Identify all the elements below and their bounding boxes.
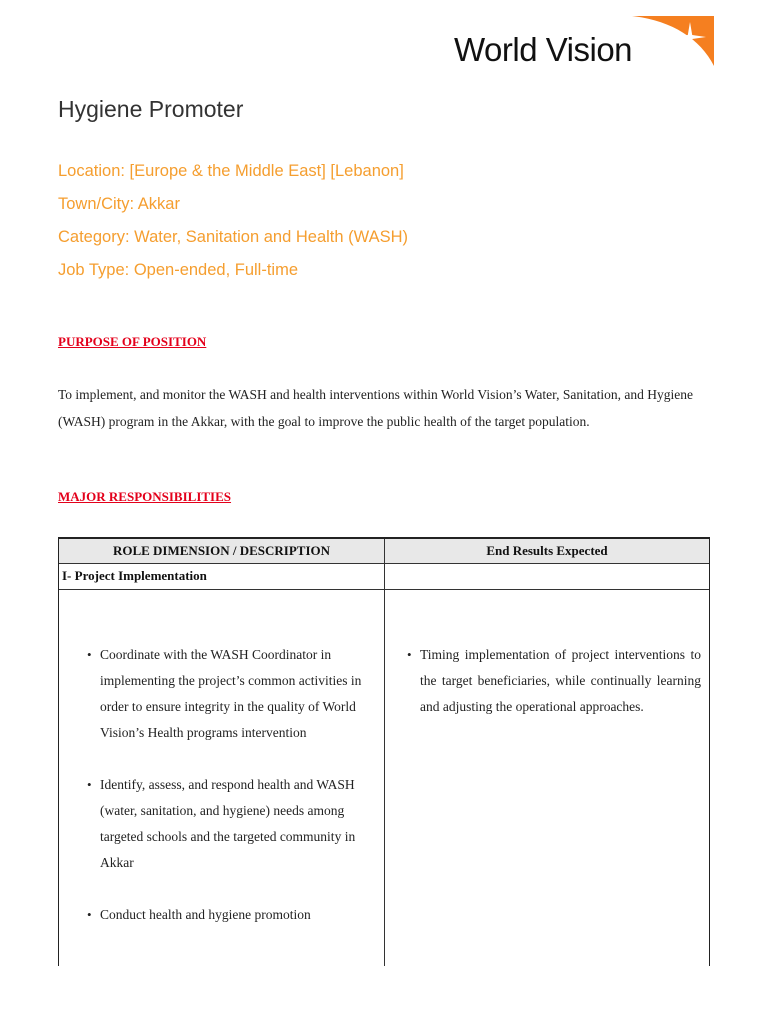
world-vision-logo — [454, 14, 716, 72]
table-row — [59, 590, 709, 966]
job-town-city: Town/City: Akkar — [58, 195, 180, 213]
role-cell — [59, 590, 385, 966]
responsibilities-heading: MAJOR RESPONSIBILITIES — [58, 489, 232, 504]
responsibilities-table — [58, 537, 710, 966]
purpose-text: To implement, and monitor the WASH and health interventions within World Vision’s Water, Sanitation, and Hygiene (WASH) program in the Akkar, with the goal to improve the public health of the target population. — [58, 387, 693, 429]
table-header-row — [59, 537, 709, 564]
section-title: I- Project Implementation — [59, 564, 385, 589]
list-item: • Timing implementation of project interventions to the target beneficiaries, while continually learning and adjusting the operational approaches. — [407, 642, 701, 720]
results-list — [407, 642, 701, 720]
job-category: Category: Water, Sanitation and Health (WASH) — [58, 228, 409, 246]
table-section-row — [59, 564, 709, 590]
list-item: • Coordinate with the WASH Coordinator in implementing the project’s common activities in order to ensure integrity in the quality of World Vision’s Health programs intervention — [87, 642, 370, 746]
star-swoosh-icon — [626, 14, 716, 70]
purpose-heading: PURPOSE OF POSITION — [58, 334, 207, 349]
list-item: • Conduct health and hygiene promotion — [87, 902, 370, 928]
job-meta — [58, 159, 408, 291]
role-list — [87, 642, 370, 928]
column-header-role: ROLE DIMENSION / DESCRIPTION — [59, 539, 385, 563]
job-location: Location: [Europe & the Middle East] [Lebanon] — [58, 162, 404, 180]
page-title: Hygiene Promoter — [58, 96, 244, 122]
section-title-empty-cell — [385, 564, 709, 589]
results-cell — [385, 590, 709, 966]
job-type: Job Type: Open-ended, Full-time — [58, 261, 298, 279]
list-item: • Identify, assess, and respond health and WASH (water, sanitation, and hygiene) needs among targeted schools and the targeted community in Akkar — [87, 772, 370, 876]
column-header-results: End Results Expected — [486, 543, 608, 558]
logo-wordmark: World Vision — [454, 31, 633, 68]
